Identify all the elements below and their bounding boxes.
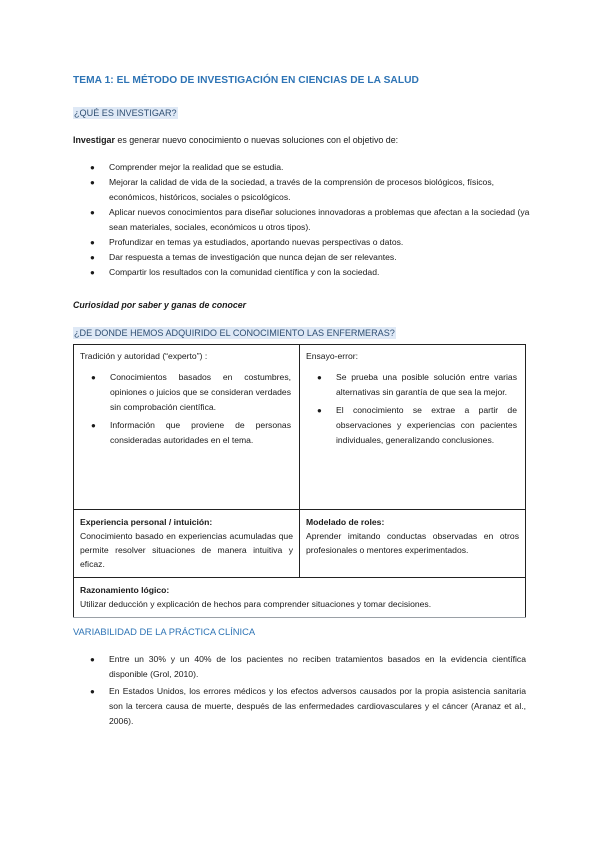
section-heading-variabilidad: VARIABILIDAD DE LA PRÁCTICA CLÍNICA <box>73 626 256 637</box>
cell-text: Utilizar deducción y explicación de hechos para comprender situaciones y tomar decisiones. <box>80 599 432 609</box>
cell-title: Experiencia personal / intuición: <box>80 517 213 527</box>
list-item <box>306 403 519 448</box>
cell-text: Aprender imitando conductas observadas en otros profesionales o mentores experimentados. <box>306 531 519 555</box>
list-item-text: Conocimientos basados en costumbres, opiniones o juicios que se consideran verdades sin comprobación científica. <box>110 372 291 412</box>
list-item-text: Información que proviene de personas consideradas autoridades en el tema. <box>110 420 291 445</box>
list-item-text: Dar respuesta a temas de investigación que nunca dejan de ser relevantes. <box>109 252 397 262</box>
cell-title: Modelado de roles: <box>306 517 385 527</box>
bullet-icon: ● <box>91 373 96 382</box>
list-item-text: Se prueba una posible solución entre varias alternativas sin garantía de que sea la mejor. <box>336 372 517 397</box>
cell-modelado <box>300 510 526 578</box>
bullet-icon: ● <box>90 253 95 262</box>
list-item <box>90 175 530 205</box>
section-heading-conocimiento-enfermeras: ¿DE DONDE HEMOS ADQUIRIDO EL CONOCIMIENTO LAS ENFERMERAS? <box>74 328 395 338</box>
list-item <box>90 652 526 682</box>
cell-experiencia <box>74 510 300 578</box>
table-row <box>74 578 526 618</box>
knowledge-sources-table <box>73 344 526 618</box>
bullet-icon: ● <box>90 238 95 247</box>
bullet-icon: ● <box>90 178 95 187</box>
intro-text: es generar nuevo conocimiento o nuevas soluciones con el objetivo de: <box>114 135 399 145</box>
bullet-icon: ● <box>317 406 322 415</box>
bullet-icon: ● <box>90 208 95 217</box>
cell-ensayo-error <box>300 345 526 510</box>
list-item-text: Entre un 30% y un 40% de los pacientes no reciben tratamientos basados en la evidencia científica disponible (Grol, 2010). <box>109 654 526 679</box>
list-item-text: Mejorar la calidad de vida de la sociedad, a través de la comprensión de procesos biológicos, físicos, económicos, históricos, sociales o psicológicos. <box>109 177 495 202</box>
list-item <box>90 160 530 175</box>
intro-bold-term: Investigar <box>73 135 115 145</box>
cell-text: Conocimiento basado en experiencias acumuladas que permite resolver situaciones de manera intuitiva y eficaz. <box>80 531 293 569</box>
list-item <box>90 265 530 280</box>
list-item <box>90 250 530 265</box>
intro-paragraph <box>73 135 398 145</box>
list-item-text: Comprender mejor la realidad que se estudia. <box>109 162 284 172</box>
cell-title: Tradición y autoridad (“experto”) : <box>80 351 208 361</box>
bullet-icon: ● <box>317 373 322 382</box>
section-heading-que-es-investigar: ¿QUÉ ES INVESTIGAR? <box>74 108 177 118</box>
cell-list <box>306 370 519 448</box>
table-row <box>74 345 526 510</box>
cell-razonamiento <box>74 578 526 618</box>
bullet-icon: ● <box>90 268 95 277</box>
list-item-text: Compartir los resultados con la comunidad científica y con la sociedad. <box>109 267 380 277</box>
list-item <box>306 370 519 400</box>
bullet-icon: ● <box>90 687 95 696</box>
list-item-text: Profundizar en temas ya estudiados, aportando nuevas perspectivas o datos. <box>109 237 404 247</box>
list-item <box>90 205 530 235</box>
document-title: TEMA 1: EL MÉTODO DE INVESTIGACIÓN EN CIENCIAS DE LA SALUD <box>73 75 419 86</box>
table-row <box>74 510 526 578</box>
cell-tradicion <box>74 345 300 510</box>
list-item <box>80 370 293 415</box>
list-item-text: Aplicar nuevos conocimientos para diseñar soluciones innovadoras a problemas que afectan a la sociedad (ya sean materiales, sociales, económicos u otros tipos). <box>109 207 530 232</box>
variability-list <box>90 652 526 731</box>
curiosity-note: Curiosidad por saber y ganas de conocer <box>73 300 247 310</box>
cell-title: Ensayo-error: <box>306 351 359 361</box>
bullet-icon: ● <box>90 163 95 172</box>
list-item-text: El conocimiento se extrae a partir de observaciones y experiencias con pacientes individuales, generalizando conclusiones. <box>336 405 517 445</box>
list-item <box>80 418 293 448</box>
cell-title: Razonamiento lógico: <box>80 585 170 595</box>
objectives-list <box>90 160 530 280</box>
list-item <box>90 684 526 729</box>
bullet-icon: ● <box>90 655 95 664</box>
bullet-icon: ● <box>91 421 96 430</box>
list-item <box>90 235 530 250</box>
list-item-text: En Estados Unidos, los errores médicos y los efectos adversos causados por la propia asistencia sanitaria son la tercera causa de muerte, después de las enfermedades cardiovasculares y el cáncer (Aranaz et al., 2006). <box>109 686 526 726</box>
section-divider <box>73 617 526 618</box>
cell-list <box>80 370 293 448</box>
